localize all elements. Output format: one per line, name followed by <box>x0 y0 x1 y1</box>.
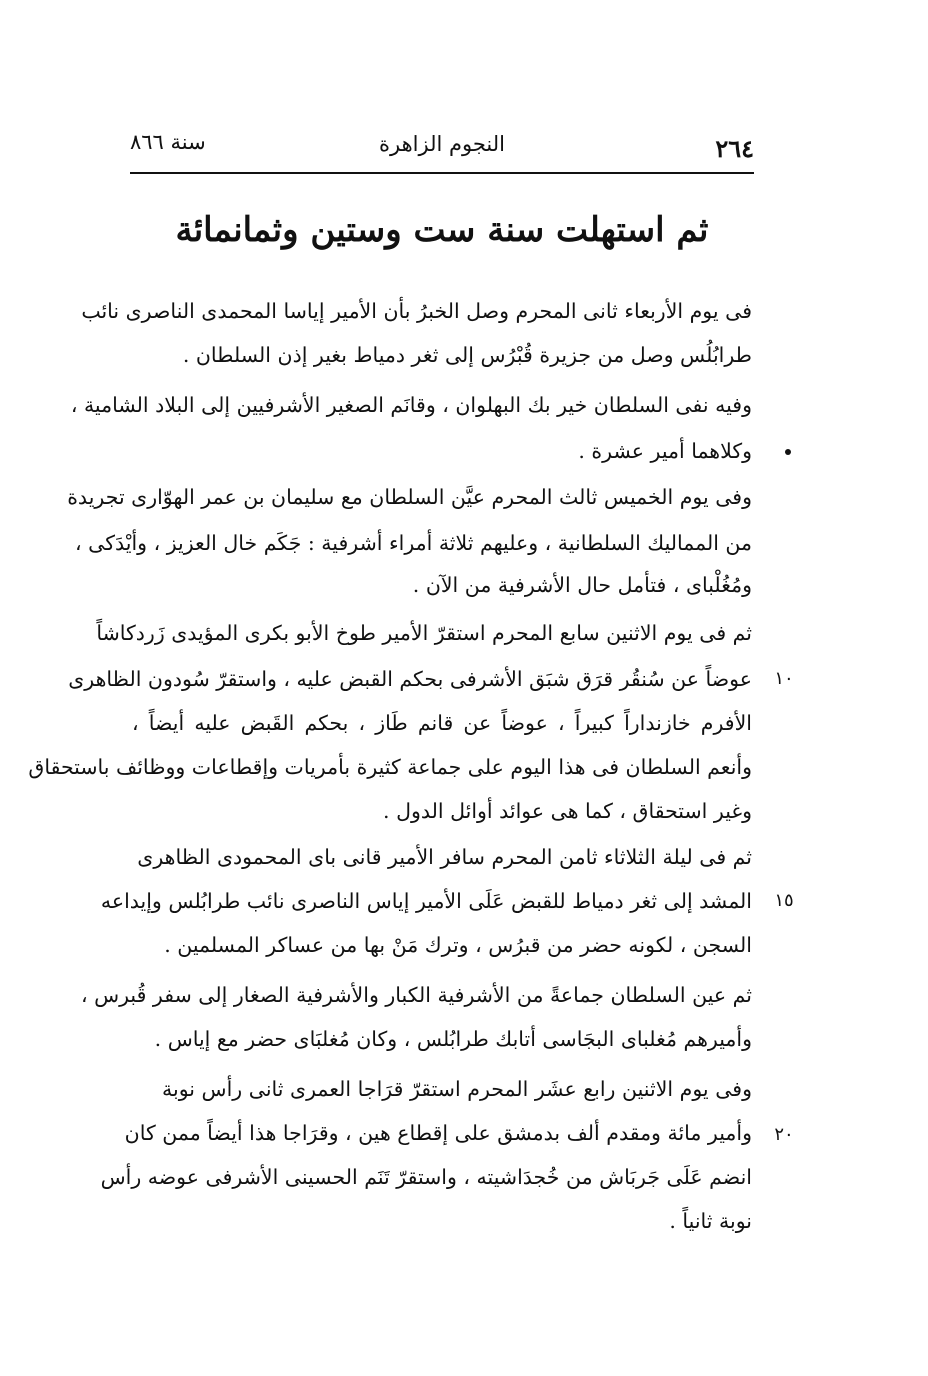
text-line: المشد إلى ثغر دمياط للقبض عَلَى الأمير إياس الناصرى نائب طرابُلس وإيداعه <box>100 889 752 913</box>
year-label: سنة ٨٦٦ <box>130 130 206 154</box>
text-line: عوضاً عن سُنقُر قرَق شبَق الأشرفى بحكم القبض عليه ، واستقرّ سُودون الظاهرى <box>68 667 752 691</box>
text-line: وفيه نفى السلطان خير بك البهلوان ، وقانَم الصغير الأشرفيين إلى البلاد الشامية ، <box>70 393 752 417</box>
line-number: ١٥ <box>774 890 794 911</box>
text-line: وكلاهما أمير عشرة . <box>578 439 752 463</box>
text-line: وأمير مائة ومقدم ألف بدمشق على إقطاع هين ، وقرَاجا هذا أيضاً ممن كان <box>124 1121 752 1145</box>
chapter-title: ثم استهلت سنة ست وستين وثمانمائة <box>175 210 709 250</box>
line-marker-dot <box>782 446 794 458</box>
text-line: نوبة ثانياً . <box>669 1209 752 1233</box>
text-line: فى يوم الأربعاء ثانى المحرم وصل الخبرُ بأن الأمير إياسا المحمدى الناصرى نائب <box>81 299 752 323</box>
running-title: النجوم الزاهرة <box>379 132 505 156</box>
text-line: وفى يوم الاثنين رابع عشَر المحرم استقرّ قرَاجا العمرى ثانى رأس نوبة <box>162 1077 752 1101</box>
text-line: طرابُلُس وصل من جزيرة قُبْرُس إلى ثغر دمياط بغير إذن السلطان . <box>182 343 752 367</box>
text-line: وفى يوم الخميس ثالث المحرم عيَّن السلطان مع سليمان بن عمر الهوّارى تجريدة <box>67 485 752 509</box>
text-line: ثم فى يوم الاثنين سابع المحرم استقرّ الأمير طوخ الأبو بكرى المؤيدى زَردكاشاً <box>96 621 752 645</box>
header-rule <box>130 172 754 174</box>
text-line: ثم عين السلطان جماعةً من الأشرفية الكبار والأشرفية الصغار إلى سفر قُبرس ، <box>80 983 752 1007</box>
text-line: السجن ، لكونه حضر من قبرُس ، وترك مَنْ بها من عساكر المسلمين . <box>164 933 752 957</box>
text-line: الأفرم خازنداراً كبيراً ، عوضاً عن قانم طَاز ، بحكم القَبض عليه أيضاً ، <box>132 711 752 735</box>
line-number: ١٠ <box>774 668 794 689</box>
text-line: ومُغُلْباى ، فتأمل حال الأشرفية من الآن . <box>412 573 752 597</box>
page-header <box>130 128 754 168</box>
text-line: وأنعم السلطان فى هذا اليوم على جماعة كثيرة بأمريات وإقطاعات ووظائف باستحقاق <box>28 755 752 779</box>
text-line: انضم عَلَى جَربَاش من خُجدَاشيته ، واستقرّ تَنَم الحسينى الأشرفى عوضه رأس <box>100 1165 752 1189</box>
text-line: من المماليك السلطانية ، وعليهم ثلاثة أمراء أشرفية : جَكَم خال العزيز ، وأيْدَكى ، <box>75 531 752 555</box>
text-line: وأميرهم مُغلباى البجَاسى أتابك طرابُلس ، وكان مُغلبَاى حضر مع إياس . <box>154 1027 752 1051</box>
text-line: ثم فى ليلة الثلاثاء ثامن المحرم سافر الأمير قانى باى المحمودى الظاهرى <box>137 845 752 869</box>
line-number: ٢٠ <box>774 1124 794 1145</box>
text-line: وغير استحقاق ، كما هى عوائد أوائل الدول . <box>383 799 752 823</box>
page-number: ٢٦٤ <box>715 134 754 163</box>
